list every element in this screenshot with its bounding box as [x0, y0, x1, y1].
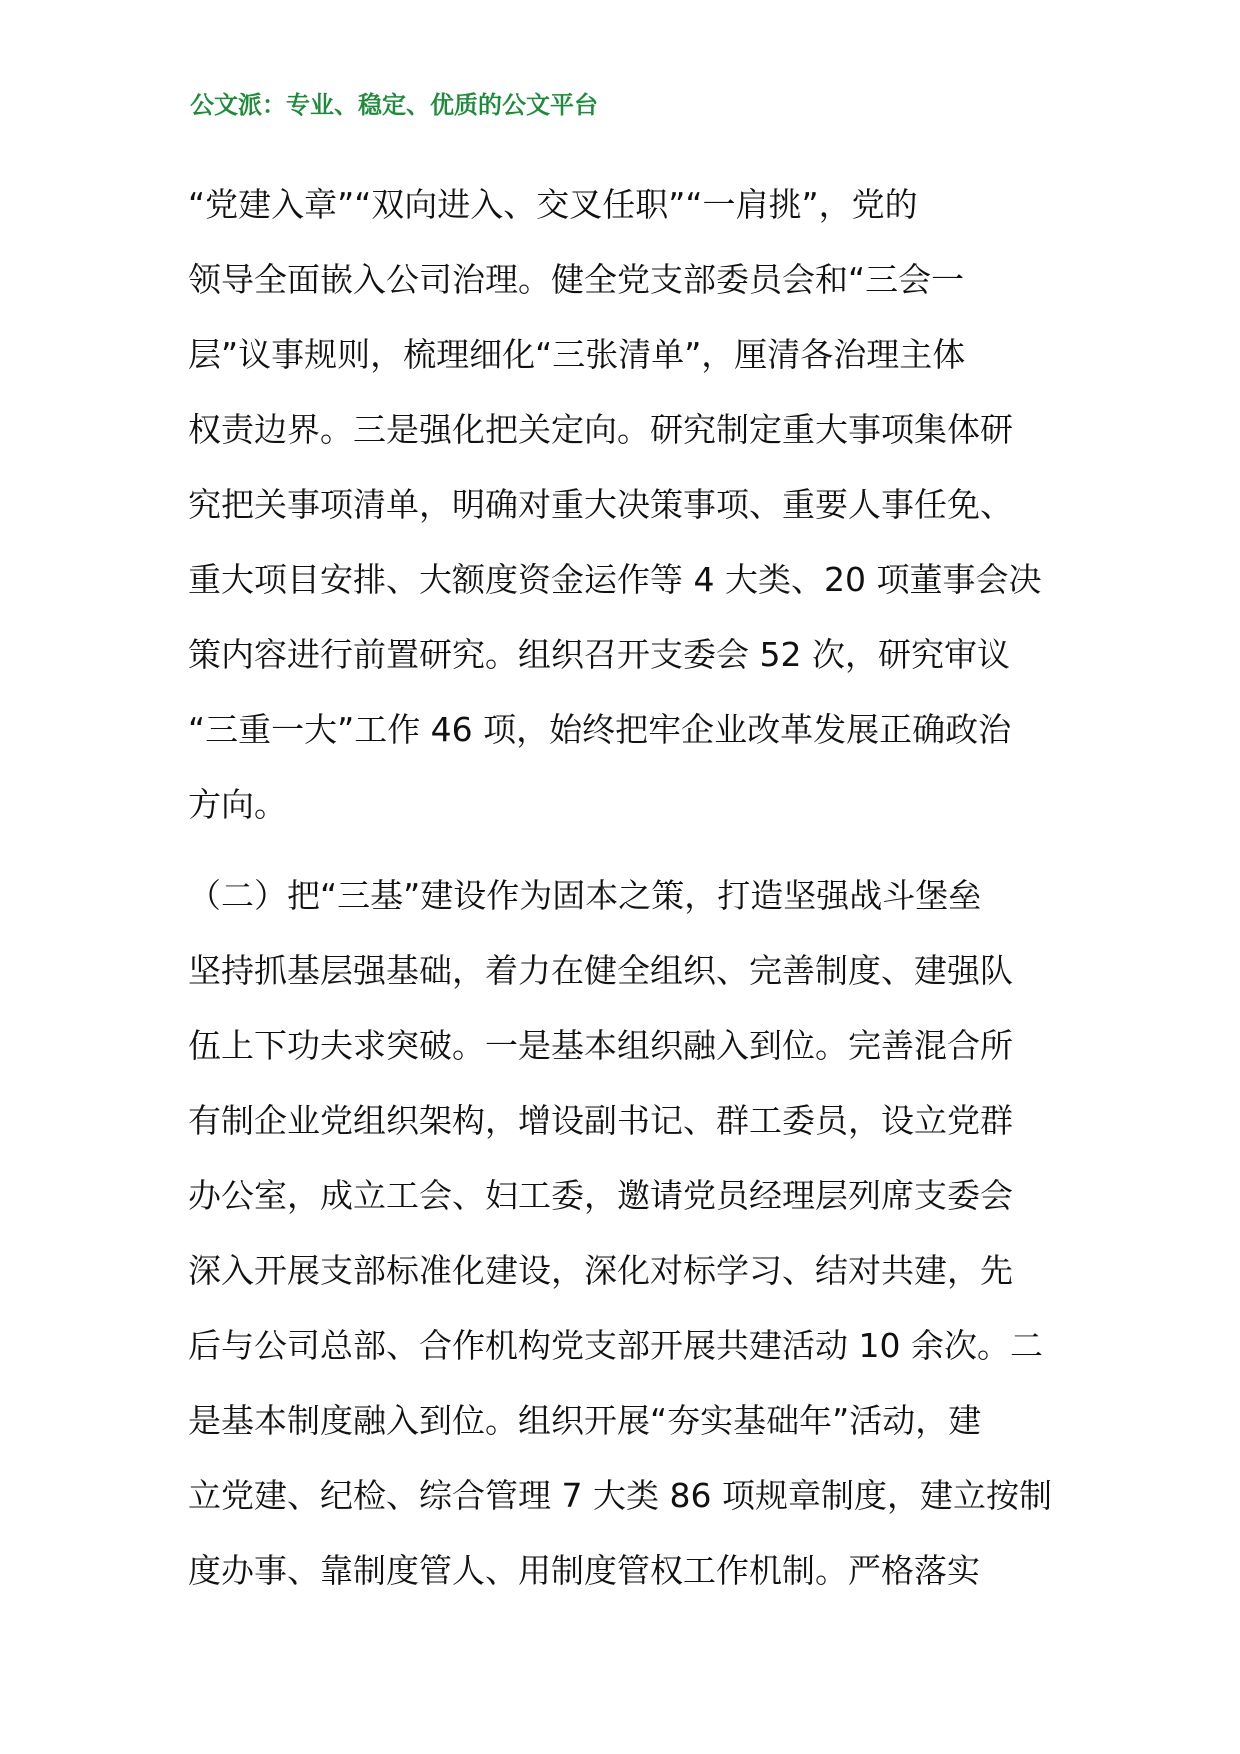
text-line: 坚持抓基层强基础，着力在健全组织、完善制度、建强队 [188, 951, 1013, 990]
text-line: “党建入章”“双向进入、交叉任职”“一肩挑”，党的 [188, 185, 918, 224]
section-heading: （二）把“三基”建设作为固本之策，打造坚强战斗堡垒 [188, 876, 982, 915]
text-line: 究把关事项清单，明确对重大决策事项、重要人事任免、 [188, 485, 1013, 524]
text-line: 立党建、纪检、综合管理 7 大类 86 项规章制度，建立按制 [188, 1476, 1052, 1515]
text-line: 层”议事规则，梳理细化“三张清单”，厘清各治理主体 [188, 335, 966, 374]
text-line: 权责边界。三是强化把关定向。研究制定重大事项集体研 [188, 410, 1013, 449]
text-line: 度办事、靠制度管人、用制度管权工作机制。严格落实 [188, 1551, 980, 1590]
text-line: 重大项目安排、大额度资金运作等 4 大类、20 项董事会决 [188, 560, 1042, 599]
text-line: 方向。 [188, 785, 287, 824]
text-line: 伍上下功夫求突破。一是基本组织融入到位。完善混合所 [188, 1026, 1013, 1065]
text-line: 有制企业党组织架构，增设副书记、群工委员，设立党群 [188, 1101, 1013, 1140]
text-line: 深入开展支部标准化建设，深化对标学习、结对共建，先 [188, 1251, 1013, 1290]
text-line: 策内容进行前置研究。组织召开支委会 52 次，研究审议 [188, 635, 1010, 674]
text-line: “三重一大”工作 46 项，始终把牢企业改革发展正确政治 [188, 710, 1012, 749]
text-line: 领导全面嵌入公司治理。健全党支部委员会和“三会一 [188, 260, 965, 299]
text-line: 办公室，成立工会、妇工委，邀请党员经理层列席支委会 [188, 1176, 1013, 1215]
header-banner: 公文派：专业、稳定、优质的公文平台 [190, 91, 598, 119]
body-text [188, 167, 1068, 1608]
text-line: 是基本制度融入到位。组织开展“夯实基础年”活动，建 [188, 1401, 982, 1440]
text-line: 后与公司总部、合作机构党支部开展共建活动 10 余次。二 [188, 1326, 1043, 1365]
